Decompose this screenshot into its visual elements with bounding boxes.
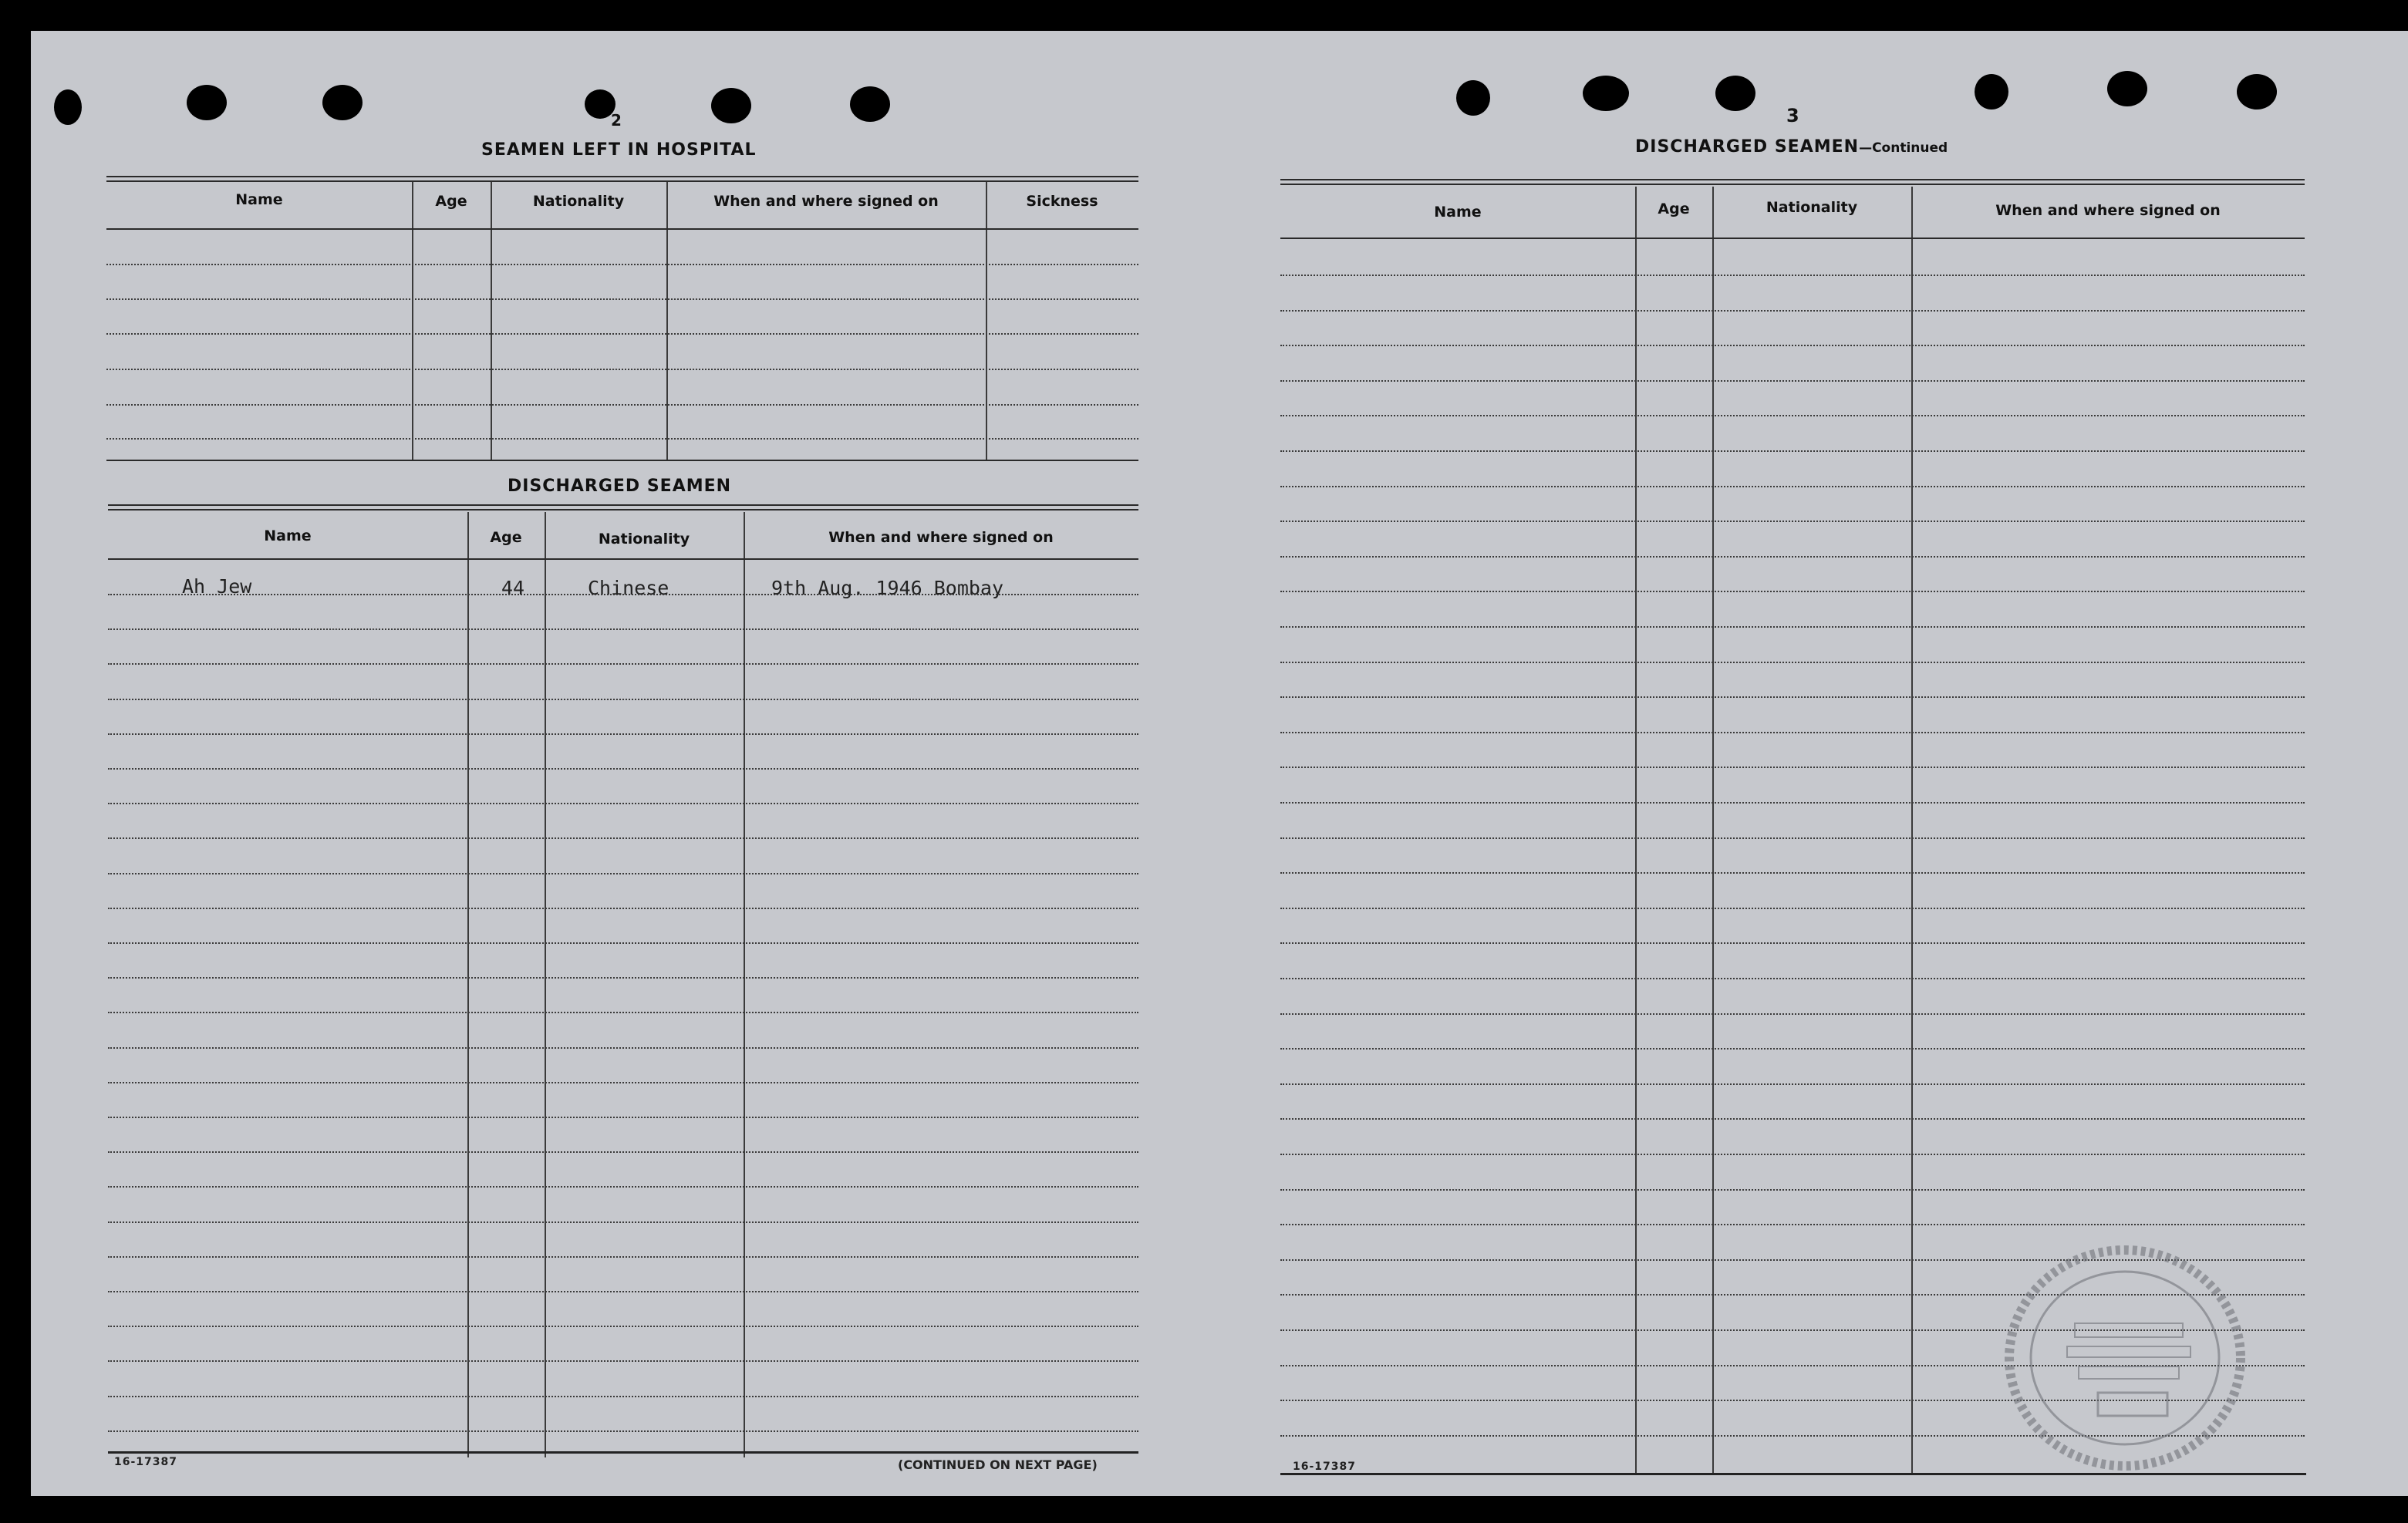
column-header: Age: [490, 529, 522, 546]
table-row: [108, 803, 1138, 804]
table-row: [108, 1291, 1138, 1292]
table-row: [108, 594, 1138, 595]
table-row: [106, 404, 1138, 406]
table-row: [1280, 275, 2305, 276]
binder-hole: [187, 85, 227, 120]
table-row: [108, 1151, 1138, 1153]
table-row: [108, 1117, 1138, 1118]
seaman-signed-on: 9th Aug. 1946 Bombay: [771, 577, 1004, 599]
table-row: [108, 1047, 1138, 1049]
table-row: [106, 298, 1138, 300]
table-row: [1280, 1083, 2305, 1085]
table-row: [108, 1256, 1138, 1258]
page-number: 3: [1786, 105, 1799, 126]
table-row: [1280, 767, 2305, 768]
page-number: 2: [611, 111, 622, 130]
column-header: When and where signed on: [713, 193, 939, 210]
table-row: [1280, 802, 2305, 804]
seaman-age: 44: [501, 577, 525, 599]
table-row: [1280, 1118, 2305, 1120]
table-row: [1280, 872, 2305, 874]
table-row: [108, 873, 1138, 874]
table-row: [1280, 942, 2305, 944]
table-row: [108, 1186, 1138, 1188]
column-header: Name: [235, 191, 283, 208]
binder-hole: [322, 85, 363, 120]
table-row: [1280, 486, 2305, 487]
table-row: [108, 663, 1138, 665]
form-number: 16-17387: [1293, 1461, 1356, 1473]
table-row: [1280, 345, 2305, 346]
official-stamp: [1982, 1231, 2268, 1485]
table-row: [1280, 732, 2305, 733]
column-header: Age: [1658, 200, 1690, 217]
seaman-name: Ah Jew: [182, 575, 252, 598]
binder-hole: [711, 88, 751, 123]
binder-hole: [54, 89, 82, 125]
table-row: [1280, 415, 2305, 416]
binder-hole: [1456, 80, 1490, 116]
binder-hole: [1715, 76, 1755, 111]
table-row: [1280, 908, 2305, 909]
table-row: [108, 1326, 1138, 1327]
column-header: Nationality: [532, 193, 625, 210]
table-row: [1280, 450, 2305, 452]
table-row: [1280, 696, 2305, 698]
table-row: [1280, 1048, 2305, 1050]
column-header: Nationality: [598, 531, 690, 548]
table-row: [108, 977, 1138, 979]
table-row: [1280, 1154, 2305, 1155]
right-section-title: [1635, 137, 1948, 157]
table-row: [1280, 1189, 2305, 1191]
table-row: [1280, 380, 2305, 382]
column-header: When and where signed on: [1995, 202, 2221, 219]
form-number: 16-17387: [114, 1456, 177, 1468]
table-row: [106, 438, 1138, 440]
hospital-section-title: SEAMEN LEFT IN HOSPITAL: [481, 140, 757, 160]
table-row: [108, 1082, 1138, 1083]
binder-hole: [2107, 71, 2147, 106]
table-row: [108, 1012, 1138, 1013]
binder-hole: [2237, 74, 2277, 110]
table-row: [1280, 662, 2305, 663]
table-row: [108, 1221, 1138, 1223]
table-row: [106, 264, 1138, 265]
column-header: Sickness: [1026, 193, 1098, 210]
column-header: Nationality: [1766, 199, 1858, 216]
discharged-section-title: DISCHARGED SEAMEN: [508, 477, 732, 496]
binder-hole: [850, 86, 890, 122]
column-header: Age: [435, 193, 467, 210]
table-row: [1280, 626, 2305, 628]
table-row: [108, 628, 1138, 630]
binder-hole: [1975, 74, 2008, 110]
table-row: [108, 942, 1138, 944]
table-row: [1280, 837, 2305, 839]
column-header: When and where signed on: [828, 529, 1054, 546]
table-row: [108, 699, 1138, 700]
table-row: [108, 1396, 1138, 1397]
table-row: [108, 1430, 1138, 1432]
table-row: [108, 837, 1138, 839]
table-row: [108, 733, 1138, 735]
section-title-text: DISCHARGED SEAMEN: [1635, 137, 1860, 157]
table-row: [108, 908, 1138, 909]
table-row: [1280, 310, 2305, 312]
column-header: Name: [264, 527, 312, 544]
continued-note: (CONTINUED ON NEXT PAGE): [898, 1457, 1098, 1472]
table-row: [106, 333, 1138, 335]
column-header: Name: [1434, 204, 1482, 221]
section-title-suffix: —Continued: [1859, 140, 1948, 156]
table-row: [108, 1360, 1138, 1362]
binder-hole: [1583, 76, 1629, 111]
table-row: [1280, 556, 2305, 558]
table-row: [106, 369, 1138, 370]
table-row: [1280, 1013, 2305, 1015]
document-sheet: [31, 31, 2408, 1496]
table-row: [108, 768, 1138, 770]
seaman-nationality: Chinese: [588, 577, 669, 599]
table-row: [1280, 591, 2305, 592]
table-row: [1280, 978, 2305, 979]
table-row: [1280, 1224, 2305, 1225]
table-row: [1280, 521, 2305, 522]
